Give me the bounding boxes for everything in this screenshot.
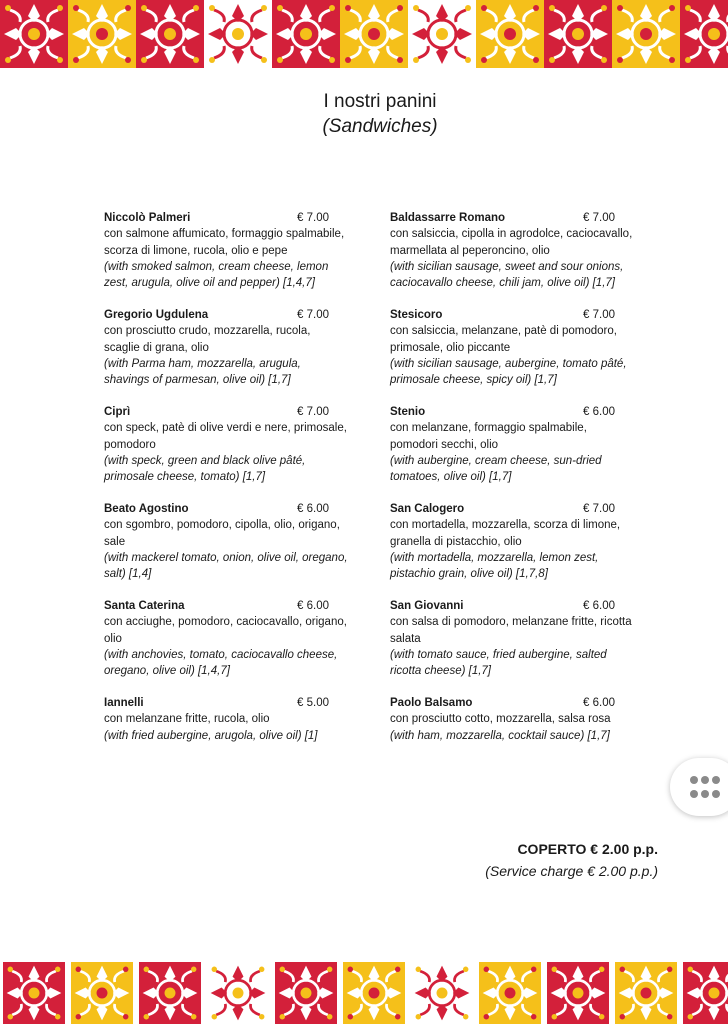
item-price: € 7.00: [297, 406, 329, 418]
item-description-it: con acciughe, pomodoro, caciocavallo, origano, olio: [104, 616, 347, 645]
floating-menu-button[interactable]: [670, 758, 728, 816]
item-description-en: (with fried aubergine, arugola, olive oil) [1]: [104, 729, 318, 742]
item-description-en: (with mortadella, mozzarella, lemon zest, pistachio grain, olive oil) [1,7,8]: [390, 551, 599, 581]
menu-column-left: [104, 210, 349, 792]
item-price: € 7.00: [297, 309, 329, 321]
menu-column-right: [390, 210, 635, 792]
item-name: Niccolò Palmeri: [104, 212, 191, 224]
decorative-tile: [612, 0, 680, 68]
item-price: € 6.00: [297, 503, 329, 515]
decorative-tile: [544, 962, 612, 1024]
menu-item: [390, 695, 635, 792]
item-price: € 7.00: [583, 503, 615, 515]
item-name: Gregorio Ugdulena: [104, 309, 209, 321]
item-description-it: con prosciutto cotto, mozzarella, salsa rosa: [390, 713, 611, 726]
cover-charge-it: COPERTO € 2.00 p.p.: [517, 841, 658, 857]
item-description-en: (with mackerel tomato, onion, olive oil, oregano, salt) [1,4]: [104, 551, 348, 581]
item-name: Beato Agostino: [104, 503, 189, 515]
decorative-tile: [408, 0, 476, 68]
item-description-it: con prosciutto crudo, mozzarella, rucola, scaglie di grana, olio: [104, 325, 311, 354]
decorative-tile: [476, 0, 544, 68]
item-name: San Calogero: [390, 503, 465, 515]
item-price: € 7.00: [583, 212, 615, 224]
bottom-decorative-tile-band: [0, 962, 728, 1024]
cover-charge-en: (Service charge € 2.00 p.p.): [485, 863, 658, 879]
item-description-it: con speck, patè di olive verdi e nere, primosale, pomodoro: [104, 422, 347, 451]
grid-dots-icon: [690, 776, 720, 798]
decorative-tile: [680, 0, 728, 68]
page-title: I nostri panini: [323, 91, 437, 112]
item-description-en: (with smoked salmon, cream cheese, lemon zest, arugula, olive oil and pepper) [1,4,7]: [104, 260, 329, 290]
item-name: Ciprì: [104, 406, 131, 418]
item-description-it: con mortadella, mozzarella, scorza di limone, granella di pistacchio, olio: [390, 519, 621, 548]
menu-item: [104, 210, 349, 307]
decorative-tile: [408, 962, 476, 1024]
decorative-tile: [272, 962, 340, 1024]
decorative-tile: [272, 0, 340, 68]
item-name: Baldassarre Romano: [390, 212, 506, 224]
item-description-it: con melanzane, formaggio spalmabile, pomodori secchi, olio: [390, 422, 587, 451]
decorative-tile: [612, 962, 680, 1024]
item-name: Paolo Balsamo: [390, 697, 473, 709]
item-name: San Giovanni: [390, 600, 464, 612]
item-name: Stesicoro: [390, 309, 443, 321]
menu-item: [104, 404, 349, 501]
decorative-tile: [476, 962, 544, 1024]
item-name: Santa Caterina: [104, 600, 185, 612]
decorative-tile: [136, 0, 204, 68]
decorative-tile: [544, 0, 612, 68]
item-description-it: con salsa di pomodoro, melanzane fritte, ricotta salata: [390, 616, 632, 645]
item-price: € 7.00: [583, 309, 615, 321]
menu-item: [104, 307, 349, 404]
decorative-tile: [204, 0, 272, 68]
item-description-en: (with sicilian sausage, aubergine, tomato pâté, primosale cheese, spicy oil) [1,7]: [390, 357, 627, 387]
decorative-tile: [0, 962, 68, 1024]
menu-item: [390, 210, 635, 307]
item-description-it: con salsiccia, melanzane, patè di pomodoro, primosale, olio piccante: [390, 325, 617, 354]
item-description-en: (with Parma ham, mozzarella, arugula, shavings of parmesan, olive oil) [1,7]: [104, 357, 301, 387]
item-price: € 6.00: [583, 406, 615, 418]
item-name: Stenio: [390, 406, 426, 418]
decorative-tile: [136, 962, 204, 1024]
item-description-en: (with speck, green and black olive pâté, primosale cheese, tomato) [1,7]: [104, 454, 306, 484]
item-description-en: (with tomato sauce, fried aubergine, salted ricotta cheese) [1,7]: [390, 648, 607, 678]
cover-charge-block: [485, 838, 658, 882]
item-description-it: con salsiccia, cipolla in agrodolce, caciocavallo, marmellata al peperoncino, olio: [390, 228, 633, 257]
menu-item: [104, 695, 349, 792]
item-description-en: (with aubergine, cream cheese, sun-dried tomatoes, olive oil) [1,7]: [390, 454, 602, 484]
item-price: € 5.00: [297, 697, 329, 709]
decorative-tile: [340, 0, 408, 68]
decorative-tile: [680, 962, 728, 1024]
page-subtitle: (Sandwiches): [322, 116, 438, 137]
item-description-en: (with anchovies, tomato, caciocavallo cheese, oregano, olive oil) [1,4,7]: [104, 648, 338, 678]
menu-item: [390, 307, 635, 404]
item-description-it: con salmone affumicato, formaggio spalmabile, scorza di limone, rucola, olio e pepe: [104, 228, 345, 257]
item-price: € 6.00: [583, 600, 615, 612]
item-description-en: (with sicilian sausage, sweet and sour onions, caciocavallo cheese, chili jam, olive oil) [1,7]: [390, 260, 624, 290]
decorative-tile: [68, 0, 136, 68]
item-description-it: con sgombro, pomodoro, cipolla, olio, origano, sale: [104, 519, 340, 548]
decorative-tile: [204, 962, 272, 1024]
item-description-it: con melanzane fritte, rucola, olio: [104, 713, 270, 726]
menu-item: [104, 598, 349, 695]
menu-item: [390, 501, 635, 598]
item-description-en: (with ham, mozzarella, cocktail sauce) [1,7]: [390, 729, 610, 742]
menu-item: [104, 501, 349, 598]
menu-item: [390, 404, 635, 501]
item-price: € 6.00: [297, 600, 329, 612]
menu-title-block: [0, 90, 728, 140]
top-decorative-tile-band: [0, 0, 728, 68]
decorative-tile: [68, 962, 136, 1024]
item-price: € 6.00: [583, 697, 615, 709]
item-name: Iannelli: [104, 697, 144, 709]
menu-item: [390, 598, 635, 695]
decorative-tile: [340, 962, 408, 1024]
decorative-tile: [0, 0, 68, 68]
item-price: € 7.00: [297, 212, 329, 224]
